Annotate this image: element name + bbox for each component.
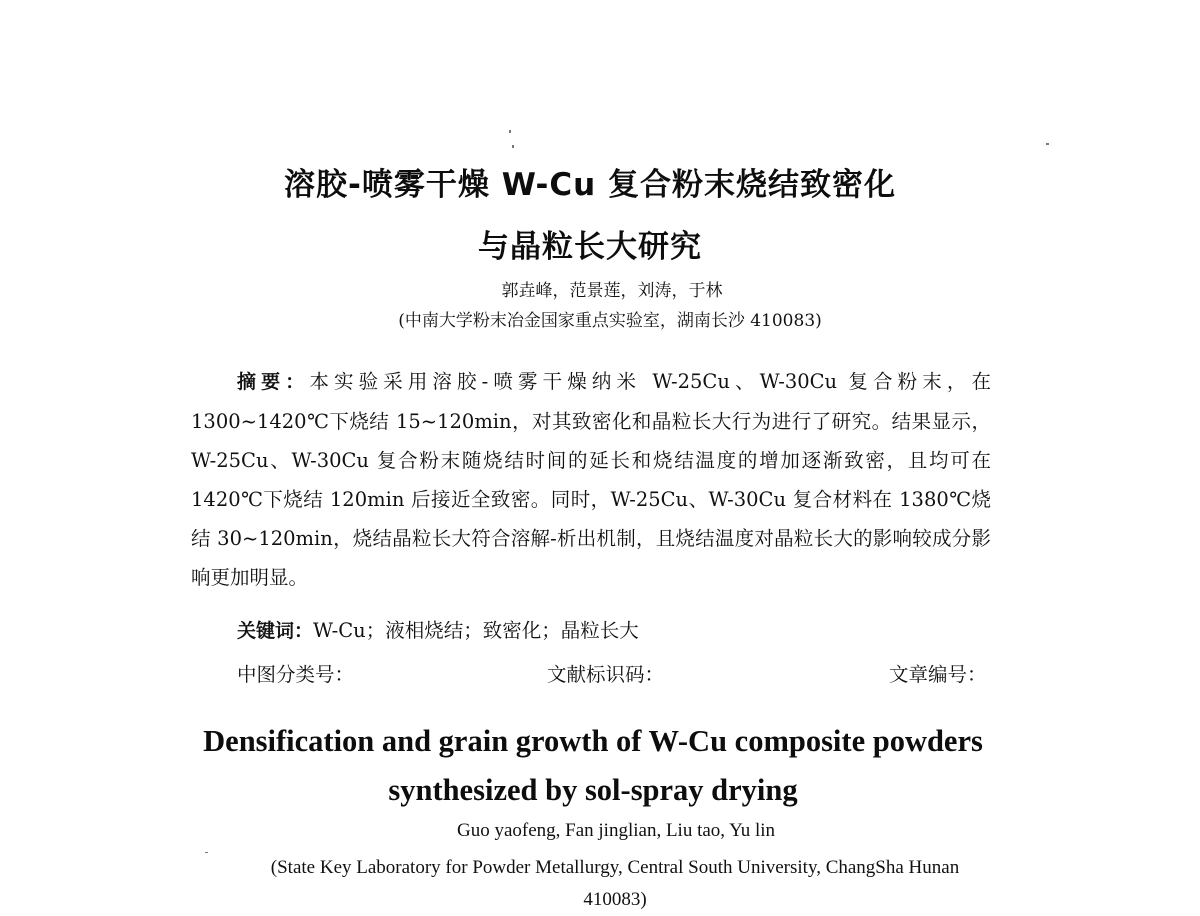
scan-speck [509,130,511,133]
chinese-title-line-1: 溶胶-喷雾干燥 W-Cu 复合粉末烧结致密化 [284,167,896,203]
keywords-label: 关键词： [237,620,314,642]
chinese-abstract [191,362,991,597]
english-authors: Guo yaofeng, Fan jinglian, Liu tao, Yu lin [456,820,776,841]
abstract-label: 摘要： [237,371,310,393]
scan-speck [512,145,514,148]
clc-number-label: 中图分类号： [237,663,355,686]
chinese-keywords [237,615,639,643]
scan-speck [1046,143,1049,145]
chinese-title-line-2: 与晶粒长大研究 [478,229,702,265]
abstract-text: 本实验采用溶胶-喷雾干燥纳米 W-25Cu、W-30Cu 复合粉末，在 1300~1420℃下烧结 15~120min，对其致密化和晶粒长大行为进行了研究。结果显示，W-25Cu、W-30Cu 复合粉末随烧结时间的延长和烧结温度的增加逐渐致密，且均可在 1420℃下烧结 120min 后接近全致密。同时，W-25Cu、W-30Cu 复合材料在 1380℃烧结 30~120min，烧结晶粒长大符合溶解-析出机制，且烧结温度对晶粒长大的影响较成分影响更加明显。 [191,370,991,589]
chinese-affiliation: (中南大学粉末冶金国家重点实验室，湖南长沙 410083) [398,311,822,331]
english-affiliation: (State Key Laboratory for Powder Metallurgy, Central South University, ChangSha Hunan 410083) [270,857,960,910]
english-title-line-2: synthesized by sol-spray drying [388,773,798,807]
english-title-line-1: Densification and grain growth of W-Cu composite powders [203,724,983,758]
scan-speck [205,852,208,853]
article-number-label: 文章编号： [889,663,987,686]
document-code-label: 文献标识码： [547,663,665,686]
chinese-authors: 郭垚峰，范景莲，刘涛，于林 [501,281,723,301]
keywords-text: W-Cu；液相烧结；致密化；晶粒长大 [313,619,639,642]
